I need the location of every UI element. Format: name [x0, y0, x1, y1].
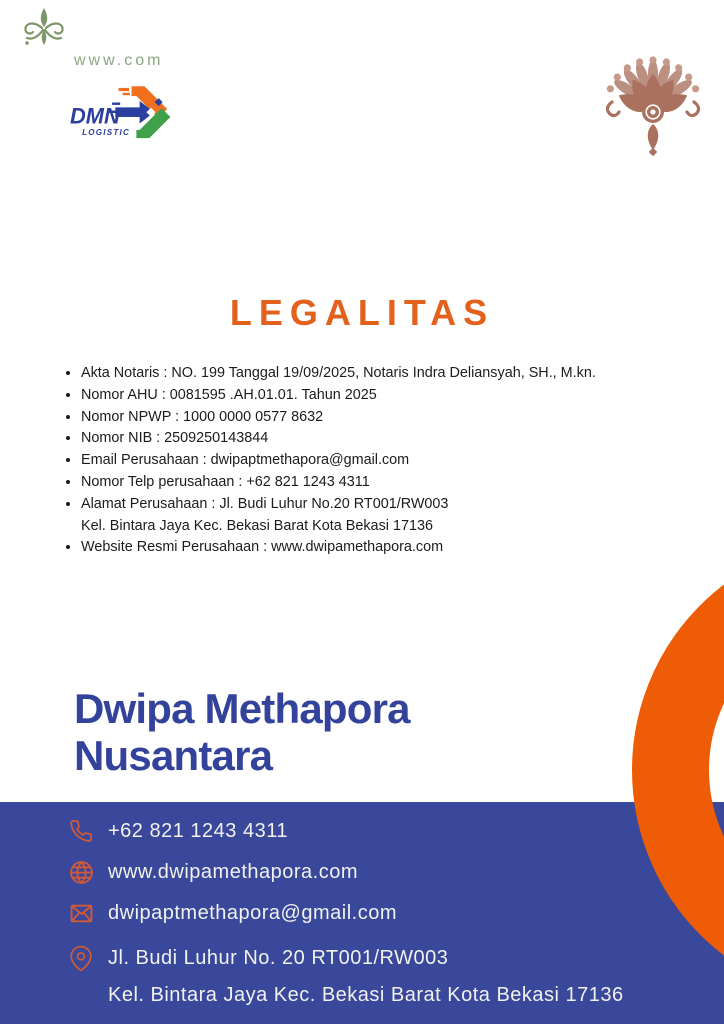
dmn-logo	[70, 86, 172, 140]
list-item-nomor-nib: • Nomor NIB : 2509250143844	[81, 428, 693, 450]
page-title: LEGALITAS	[229, 292, 495, 333]
company-name-line2: Nusantara	[74, 732, 273, 779]
logo-mark-icon	[70, 86, 170, 138]
company-name-line1: Dwipa Methapora	[74, 685, 410, 732]
company-name	[74, 685, 410, 779]
globe-icon	[68, 859, 94, 885]
footer-address-row	[68, 940, 624, 1014]
list-item-email: • Email Perusahaan : dwipaptmethapora@gmail.com	[81, 450, 693, 472]
phone-icon	[68, 818, 94, 844]
footer-email-row	[68, 898, 397, 928]
pin-icon	[68, 945, 94, 971]
list-item-nomor-ahu: • Nomor AHU : 0081595 .AH.01.01. Tahun 2025	[81, 385, 693, 407]
fleur-ornament-icon	[22, 7, 66, 55]
legalitas-list	[63, 363, 693, 559]
mail-icon	[68, 900, 94, 926]
list-item-akta-notaris: • Akta Notaris : NO. 199 Tanggal 19/09/2025, Notaris Indra Deliansyah, SH., M.kn.	[81, 363, 693, 385]
footer-address-line2: Kel. Bintara Jaya Kec. Bekasi Barat Kota Bekasi 17136	[108, 984, 624, 1006]
footer-email: dwipaptmethapora@gmail.com	[108, 901, 397, 924]
footer-phone: +62 821 1243 4311	[108, 819, 288, 842]
footer-address	[108, 940, 624, 1014]
footer-phone-row	[68, 816, 288, 846]
list-item-alamat: • Alamat Perusahaan : Jl. Budi Luhur No.20 RT001/RW003 Kel. Bintara Jaya Kec. Bekasi Barat Kota Bekasi 17136	[81, 494, 693, 538]
logo-text: DMN	[70, 103, 120, 129]
footer-website: www.dwipamethapora.com	[108, 860, 358, 883]
list-item-telp: • Nomor Telp perusahaan : +62 821 1243 4311	[81, 472, 693, 494]
mandala-ornament	[598, 46, 708, 158]
list-item-nomor-npwp: • Nomor NPWP : 1000 0000 0577 8632	[81, 407, 693, 429]
list-item-website: • Website Resmi Perusahaan : www.dwipamethapora.com	[81, 537, 693, 559]
footer-address-line1: Jl. Budi Luhur No. 20 RT001/RW003	[108, 947, 449, 969]
header-website-label: www.com	[74, 52, 164, 69]
footer-website-row	[68, 857, 358, 887]
logo-subtext: LOGISTIC	[82, 127, 131, 137]
